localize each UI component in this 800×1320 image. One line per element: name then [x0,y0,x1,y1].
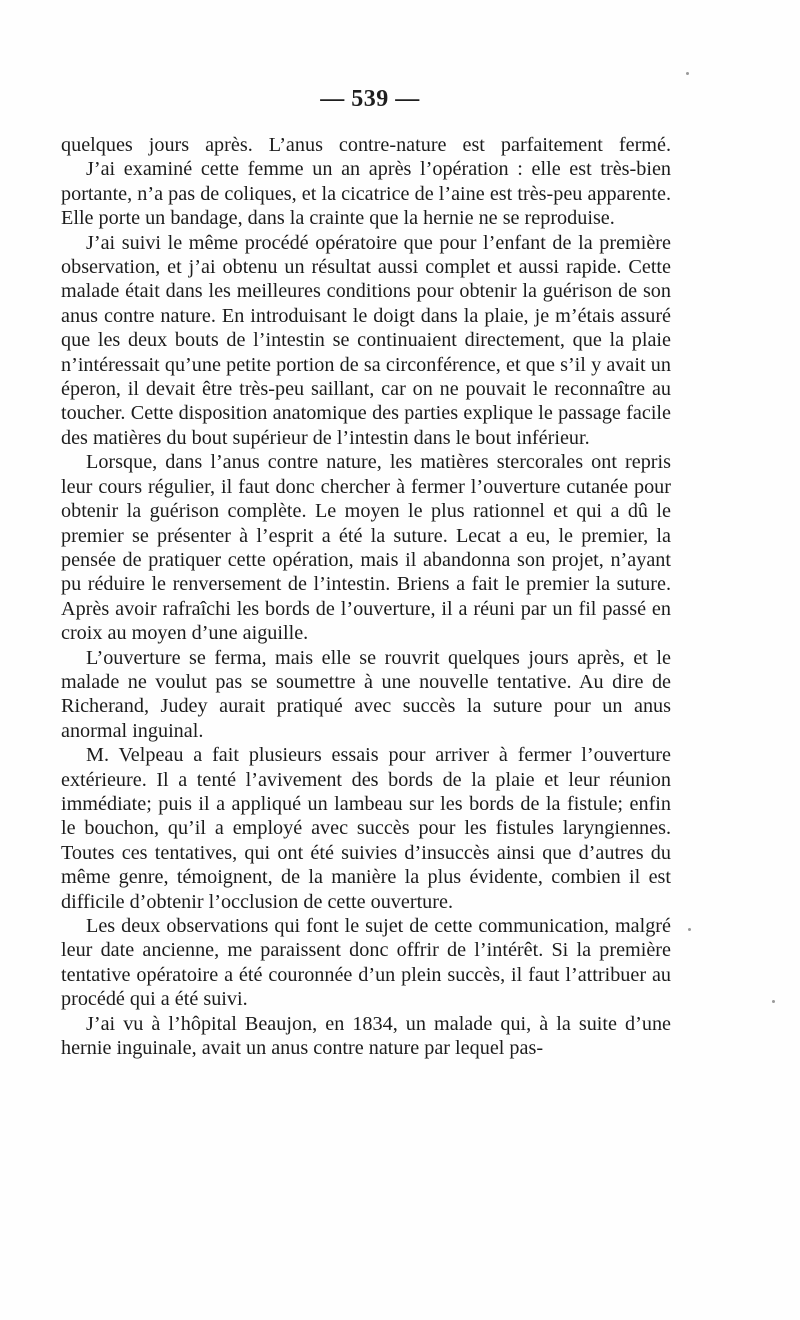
paragraph-2: J’ai examiné cette femme un an après l’opération : elle est très-bien portante, n’a pas de coliques, et la cicatrice de l’aine est très-peu apparente. Elle porte un bandage, dans la crainte que la hernie ne se reproduise. [61,158,671,230]
paragraph-7: Les deux observations qui font le sujet de cette communication, malgré leur date ancienne, me paraissent donc offrir de l’intérêt. Si la première tentative opératoire a été couronnée d’un plein succès, il faut l’attribuer au procédé qui a été suivi. [61,915,671,1011]
paper-speck [686,72,689,75]
paragraph-3: J’ai suivi le même procédé opératoire que pour l’enfant de la première observation, et j’ai obtenu un résultat aussi complet et aussi rapide. Cette malade était dans les meilleures conditions pour obtenir la guérison de son anus contre nature. En introduisant le doigt dans la plaie, je m’étais assuré que les deux bouts de l’intestin se continuaient directement, que la plaie n’intéressait qu’une petite portion de sa circonférence, et que s’il y avait un éperon, il devait être très-peu saillant, car on ne pouvait le reconnaître au toucher. Cette disposition anatomique des parties explique le passage facile des matières du bout supérieur de l’intestin dans le bout inférieur. [61,231,671,449]
page-number: — 539 — [320,86,420,112]
paragraph-4: Lorsque, dans l’anus contre nature, les matières stercorales ont repris leur cours régulier, il faut donc chercher à fermer l’ouverture cutanée pour obtenir la guérison complète. Le moyen le plus rationnel et qui a dû le premier se présenter à l’esprit a été la suture. Lecat a eu, le premier, la pensée de pratiquer cette opération, mais il abandonna son projet, n’ayant pu réduire le renversement de l’intestin. Briens a fait le premier la suture. Après avoir rafraîchi les bords de l’ouverture, il a réuni par un fil passé en croix au moyen d’une aiguille. [61,451,671,645]
paper-speck [688,928,691,931]
paragraph-5: L’ouverture se ferma, mais elle se rouvrit quelques jours après, et le malade ne voulut pas se soumettre à une nouvelle tentative. Au dire de Richerand, Judey aurait pratiqué avec succès la suture pour un anus anormal inguinal. [61,646,671,742]
paper-speck [772,1000,775,1003]
paragraph-8: J’ai vu à l’hôpital Beaujon, en 1834, un malade qui, à la suite d’une hernie inguinale, avait un anus contre nature par lequel pas- [61,1012,671,1060]
paragraph-1: quelques jours après. L’anus contre-nature est parfaitement fermé. [61,134,671,156]
body-text [61,133,671,1060]
paragraph-6: M. Velpeau a fait plusieurs essais pour arriver à fermer l’ouverture extérieure. Il a tenté l’avivement des bords de la plaie et leur réunion immédiate; puis il a appliqué un lambeau sur les bords de la fistule; enfin le bouchon, qu’il a employé avec succès pour les fistules laryngiennes. Toutes ces tentatives, qui ont été suivies d’insuccès ainsi que d’autres du même genre, témoignent, de la manière la plus évidente, combien il est difficile d’obtenir l’occlusion de cette ouverture. [61,744,671,913]
